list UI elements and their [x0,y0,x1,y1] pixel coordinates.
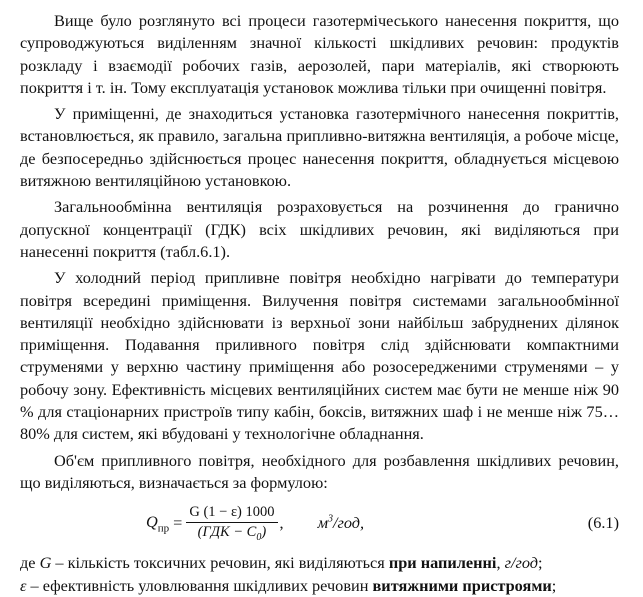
definition-g [20,552,619,574]
formula-denominator [195,523,269,543]
formula-expression [146,504,364,543]
definition-g-bold: при напиленні [388,553,497,573]
formula-number: (6.1) [587,513,619,533]
paragraph-ventilation-room: У приміщенні, де знаходиться установка газотермічного нанесення покриттів, встановлюється, як правило, загальна припливно-витяжна вентиляція, а робоче місце, де безпосередньо здійснюється процес нанесення покриття, обладнується місцевою витяжною вентиляційною установкою. [20,104,619,191]
formula-unit-sup: 3 [327,513,333,525]
formula-unit-text: м [317,513,328,533]
formula-denominator-main: (ГДК − C [197,523,257,540]
definition-e-text: – ефективність уловлювання шкідливих речовин [26,575,373,595]
definition-g-lead: де [20,553,40,573]
paragraph-cold-period: У холодний період припливне повітря необхідно нагрівати до температури повітря всередині приміщення. Вилучення повітря системами загальнообмінної вентиляції необхідно здійснювати із верхньої зони найбільш забруднених ділянок приміщення. Подавання приливного повітря слід здійснювати компактними струменями у верхню частину приміщення або розосередженими струменями – у робочу зону. Ефективність місцевих вентиляційних систем має бути не менше ніж 90 % для стаціонарних пристроїв типу кабін, боксів, витяжних шаф і не менше ніж 75…80% для систем, які вбудовані у технологічне обладнання. [20,268,619,444]
formula-lhs-sub: пр [157,522,170,535]
formula-comma: , [279,513,284,533]
definition-g-symbol: G [39,553,52,573]
paragraph-volume-intro: Об'єм припливного повітря, необхідного для розбавлення шкідливих речовин, що виділяються, визначається за формулою: [20,450,619,492]
formula-6-1 [20,498,619,548]
formula-numerator: G (1 − ε) 1000 [186,504,277,523]
formula-fraction [186,504,277,543]
paragraph-intro: Вище було розглянуто всі процеси газотермічеського нанесення покриття, що супроводжуються виділенням значної кількості шкідливих речовин: продуктів розкладу і взаємодії робочих газів, аерозолей, пари матеріалів, які створюють покриття і т. ін. Тому експлуатація установок можлива тільки при очищенні повітря. [20,11,619,97]
definition-e-bold: витяжними пристроями [372,575,552,595]
definition-g-unit: г/год [504,553,538,573]
definition-e-end: ; [551,575,557,595]
formula-unit [318,513,365,533]
formula-unit-rest: /год, [332,513,365,533]
definition-e-symbol: ε [20,575,27,595]
definition-g-end: ; [537,553,543,573]
definition-e [20,575,619,597]
formula-lhs [146,512,169,534]
definition-g-sep: , [496,553,505,573]
paragraph-general-ventilation: Загальнообмінна вентиляція розраховується на розчинення до гранично допускної концентрації (ГДК) всіх шкідливих речовин, які виділяються при нанесенні покриття (табл.6.1). [20,197,619,261]
definition-g-text: – кількість токсичних речовин, які виділяються [51,553,389,573]
formula-lhs-symbol: Q [146,512,158,532]
formula-equals: = [173,513,183,533]
formula-denominator-close: ) [261,523,267,540]
formula-denominator-sub: 0 [256,531,262,543]
